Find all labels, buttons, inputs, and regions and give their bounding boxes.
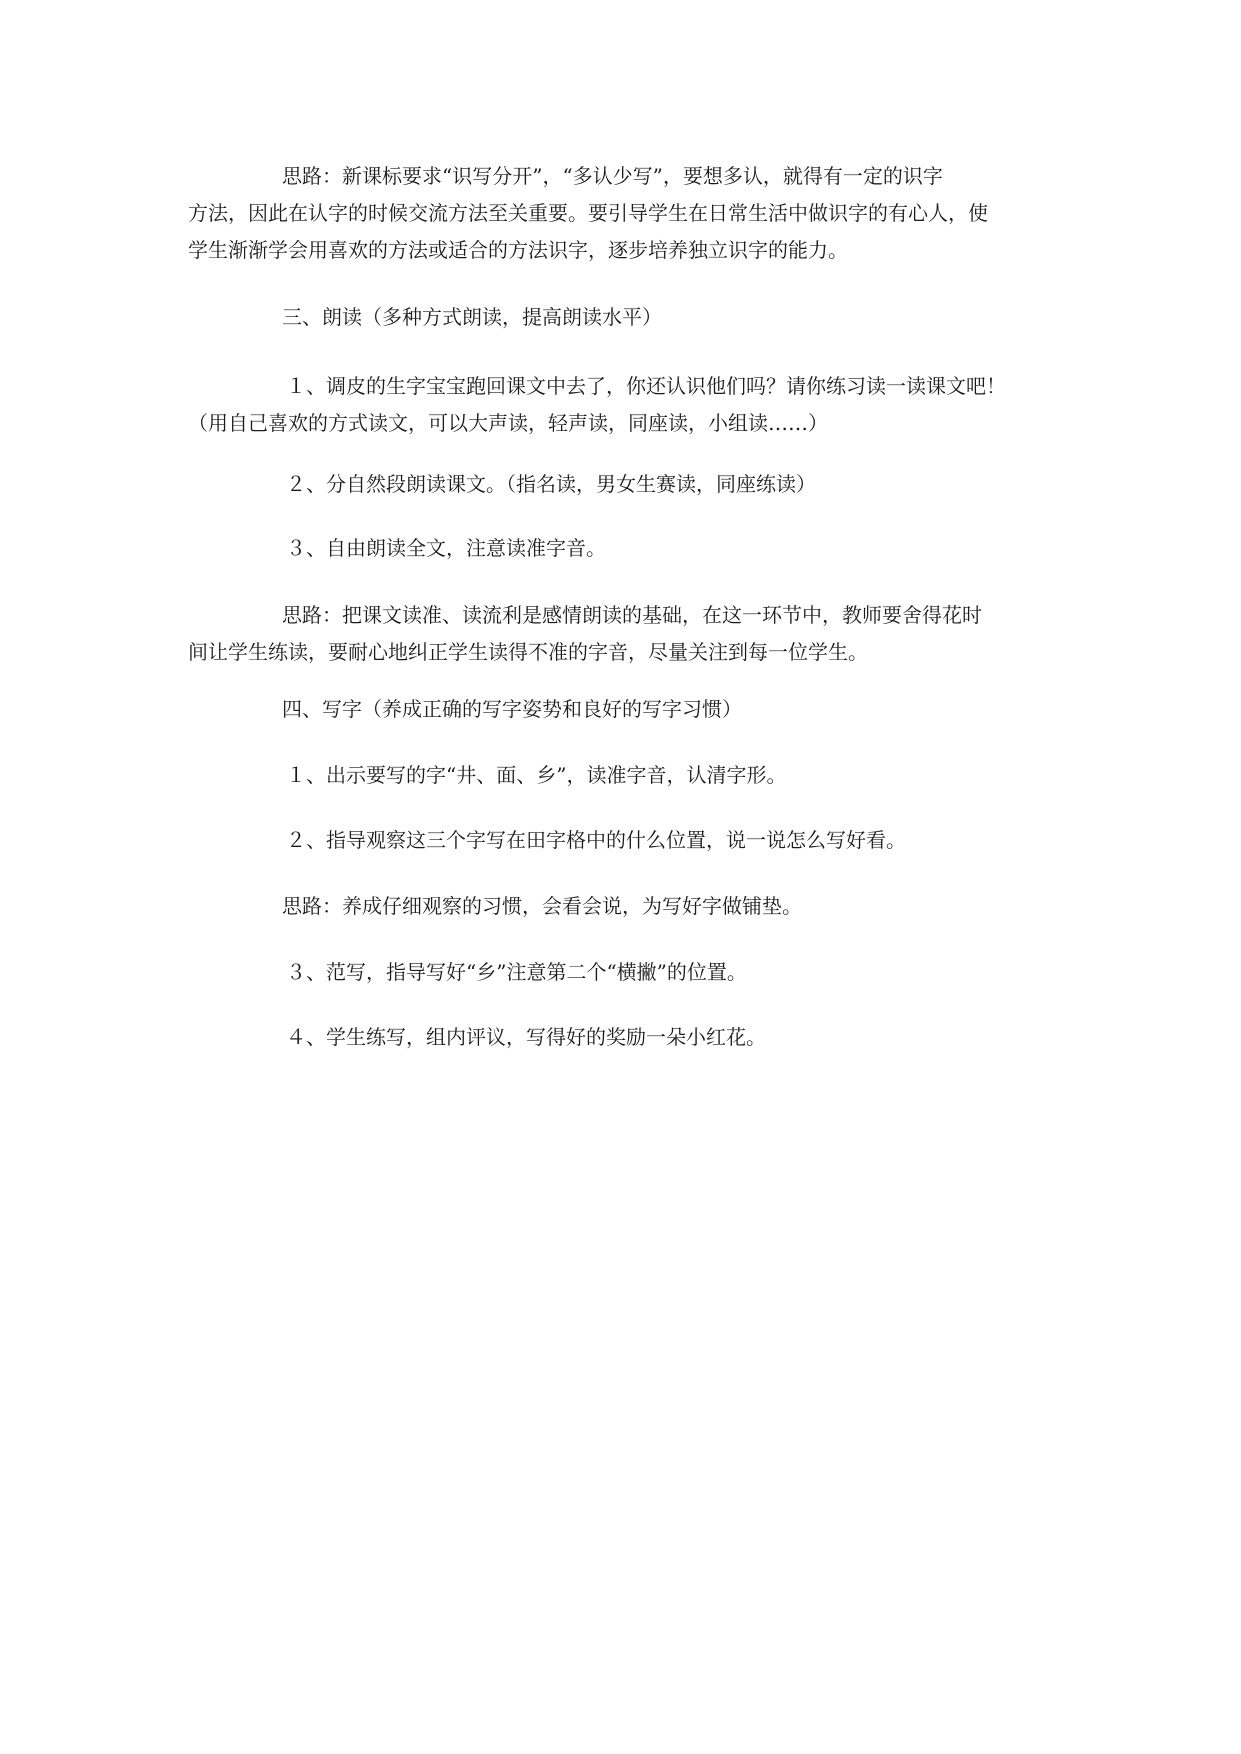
text-line: 学生渐渐学会用喜欢的方法或适合的方法识字，逐步培养独立识字的能力。: [188, 238, 848, 262]
text-line: １、出示要写的字“井、面、乡”，读准字音，认清字形。: [286, 763, 787, 787]
paragraph-reading-step-3: [188, 530, 1068, 567]
paragraph-reading-step-1: [188, 368, 1068, 442]
section-heading-writing: [188, 691, 1068, 728]
paragraph-writing-step-4: [188, 1019, 1068, 1056]
text-line: ２、分自然段朗读课文。（指名读，男女生赛读，同座练读）: [286, 472, 816, 496]
text-line: ４、学生练写，组内评议，写得好的奖励一朵小红花。: [286, 1025, 766, 1049]
text-line: 思路：养成仔细观察的习惯，会看会说，为写好字做铺垫。: [282, 894, 802, 918]
paragraph-writing-step-2: [188, 822, 1068, 859]
section-heading-reading: [188, 299, 1068, 336]
text-line: ３、范写，指导写好“乡”注意第二个“横撇”的位置。: [286, 960, 747, 984]
text-line: 思路：把课文读准、读流利是感情朗读的基础，在这一环节中，教师要舍得花时: [282, 603, 982, 627]
paragraph-thinking-writing: [188, 888, 1068, 925]
text-line: （用自己喜欢的方式读文，可以大声读，轻声读，同座读，小组读……）: [188, 411, 828, 435]
paragraph-thinking-reading: [188, 597, 1068, 671]
text-line: ３、自由朗读全文，注意读准字音。: [286, 536, 606, 560]
paragraph-writing-step-1: [188, 757, 1068, 794]
text-line: 四、写字（养成正确的写字姿势和良好的写字习惯）: [282, 697, 742, 721]
text-line: 三、朗读（多种方式朗读，提高朗读水平）: [282, 305, 662, 329]
paragraph-writing-step-3: [188, 954, 1068, 991]
text-line: 思路：新课标要求“识写分开”，“多认少写”，要想多认，就得有一定的识字: [282, 164, 943, 188]
text-line: １、调皮的生字宝宝跑回课文中去了，你还认识他们吗？请你练习读一读课文吧！: [286, 374, 1006, 398]
text-line: 间让学生练读，要耐心地纠正学生读得不准的字音，尽量关注到每一位学生。: [188, 640, 868, 664]
text-line: ２、指导观察这三个字写在田字格中的什么位置，说一说怎么写好看。: [286, 828, 906, 852]
paragraph-reading-step-2: [188, 466, 1068, 503]
paragraph-thinking-literacy: [188, 158, 1068, 269]
text-line: 方法，因此在认字的时候交流方法至关重要。要引导学生在日常生活中做识字的有心人，使: [188, 201, 988, 225]
